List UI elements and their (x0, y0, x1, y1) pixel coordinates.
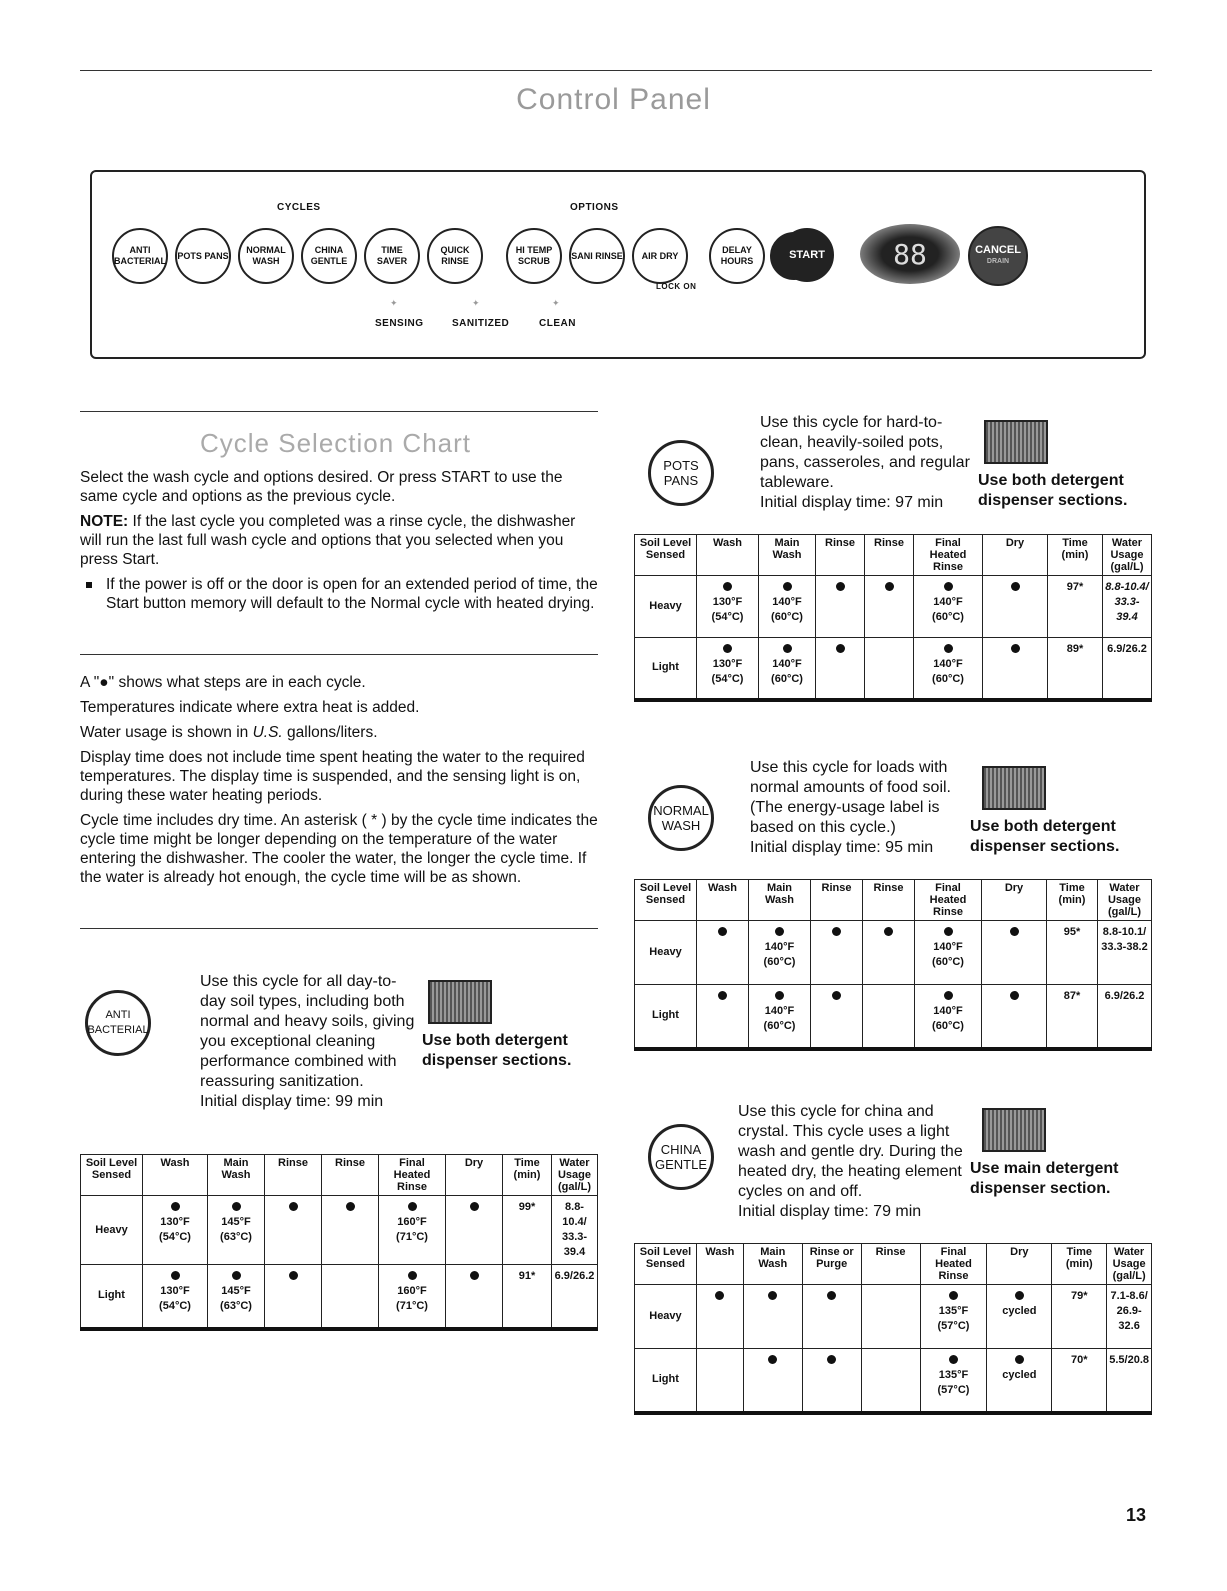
temp: 140°F (60°C) (932, 658, 964, 685)
table-row (635, 576, 1152, 638)
rinse1-header: Rinse (816, 535, 865, 576)
step-dot-icon (884, 927, 893, 936)
main-wash-header: Main Wash (208, 1155, 265, 1196)
wash-cell (697, 576, 759, 638)
display-time-note: Display time does not include time spent heating the water to the required temperatures. The display time is suspended, and the sensing light is on, during these water heating periods. (80, 749, 585, 804)
step-dot-icon (836, 582, 845, 591)
step-dot-icon (232, 1271, 241, 1280)
legend-block (80, 673, 600, 893)
china-detergent-label: Use main detergent dispenser section. (970, 1160, 1119, 1197)
step-dot-icon (408, 1202, 417, 1211)
cancel-drain-button[interactable] (968, 226, 1028, 286)
wash-cell (697, 985, 749, 1049)
temp: 130°F (54°C) (159, 1216, 191, 1243)
time-cell: 89* (1048, 638, 1103, 700)
table-header-row (81, 1155, 598, 1196)
temp: 160°F (71°C) (396, 1216, 428, 1243)
step-dot-icon (723, 582, 732, 591)
water-cell: 8.8-10.4/ 33.3-39.4 (1103, 576, 1152, 638)
sensing-indicator: SENSING (375, 318, 424, 329)
main-wash-header: Main Wash (743, 1244, 802, 1285)
step-dot-icon (289, 1271, 298, 1280)
final-header: Final Heated Rinse (379, 1155, 446, 1196)
dry-cell (446, 1265, 503, 1329)
temp: 145°F (63°C) (220, 1285, 252, 1312)
china-gentle-button[interactable]: CHINA GENTLE (301, 228, 357, 284)
step-dot-icon (1015, 1355, 1024, 1364)
normal-wash-button[interactable]: NORMAL WASH (238, 228, 294, 284)
note-text: If the last cycle you completed was a rinse cycle, the dishwasher will run the last full wash cycle and options that you selected when you press Start. (80, 513, 576, 568)
step-dot-icon (171, 1271, 180, 1280)
step-dot-icon (232, 1202, 241, 1211)
rinse-cell (863, 985, 915, 1049)
anti-desc-text: Use this cycle for all day-to-day soil types, including both normal and heavy soils, giving you exceptional cleaning performance combined with reassuring sanitization. (200, 973, 415, 1090)
level-cell: Heavy (635, 1285, 697, 1349)
table-row (635, 1285, 1152, 1349)
temp: 130°F (54°C) (711, 658, 744, 685)
time-cell: 99* (503, 1196, 552, 1265)
air-dry-button[interactable]: AIR DRY (632, 228, 688, 284)
soil-header: Soil Level Sensed (635, 1244, 697, 1285)
water-cell: 6.9/26.2 (552, 1265, 598, 1329)
wash-cell (696, 1349, 743, 1413)
cycles-label: CYCLES (277, 202, 321, 213)
dry-cell (982, 985, 1047, 1049)
temp: 145°F (63°C) (220, 1216, 252, 1243)
water-header: Water Usage (gal/L) (1107, 1244, 1152, 1285)
rinse-cell (861, 1349, 920, 1413)
step-dot-icon (470, 1271, 479, 1280)
temp: 140°F (60°C) (771, 658, 803, 685)
legend-water-us: U.S. (252, 724, 283, 741)
main-wash-header: Main Wash (759, 535, 816, 576)
time-cell: 97* (1048, 576, 1103, 638)
step-dot-icon (1010, 991, 1019, 1000)
china-gentle-description (738, 1102, 966, 1222)
pots-display-time: Initial display time: 97 min (760, 494, 944, 511)
final-cell (379, 1196, 446, 1265)
step-dot-icon (1015, 1291, 1024, 1300)
step-dot-icon (827, 1291, 836, 1300)
main-cell (208, 1265, 265, 1329)
rinse1-header: Rinse (811, 880, 863, 921)
step-dot-icon (715, 1291, 724, 1300)
level-cell: Light (81, 1265, 143, 1329)
level-cell: Heavy (81, 1196, 143, 1265)
clean-indicator: CLEAN (539, 318, 576, 329)
dry-cell (987, 1349, 1052, 1413)
dry-header: Dry (982, 880, 1047, 921)
level-cell: Light (635, 1349, 697, 1413)
level-cell: Heavy (635, 921, 697, 985)
step-dot-icon (775, 927, 784, 936)
dry-cell (987, 1285, 1052, 1349)
note-label: NOTE: (80, 513, 129, 530)
temp: 140°F (60°C) (932, 596, 964, 623)
china-detergent-dispenser-icon (982, 1108, 1046, 1152)
time-saver-button[interactable]: TIME SAVER (364, 228, 420, 284)
rinse-purge-header: Rinse or Purge (802, 1244, 861, 1285)
temp: 130°F (54°C) (711, 596, 744, 623)
sanitized-indicator: SANITIZED (452, 318, 510, 329)
pots-desc-text: Use this cycle for hard-to-clean, heavily-soiled pots, pans, casseroles, and regular tableware. (760, 414, 970, 491)
drain-label: DRAIN (986, 258, 1010, 265)
legend-rule (80, 654, 598, 655)
step-dot-icon (949, 1355, 958, 1364)
table-row (635, 921, 1152, 985)
step-dot-icon (944, 582, 953, 591)
sensing-light-icon: ✦ (390, 298, 398, 308)
start-button[interactable]: START (780, 228, 834, 282)
water-header: Water Usage (gal/L) (1098, 880, 1152, 921)
legend-temps: Temperatures indicate where extra heat is added. (80, 699, 420, 716)
temp: 130°F (54°C) (159, 1285, 191, 1312)
legend-bottom-rule (80, 928, 598, 929)
temp: 160°F (71°C) (396, 1285, 428, 1312)
final-header: Final Heated Rinse (915, 880, 982, 921)
intro-block (80, 468, 600, 613)
anti-bacterial-button[interactable]: ANTI BACTERIAL (112, 228, 168, 284)
water-cell: 7.1-8.6/ 26.9-32.6 (1107, 1285, 1152, 1349)
bullet-square-icon (86, 582, 92, 588)
rinse-cell (811, 985, 863, 1049)
main-cell (759, 576, 816, 638)
final-cell (914, 576, 983, 638)
anti-detergent-label: Use both detergent dispenser sections. (422, 1032, 572, 1069)
pots-detergent-label: Use both detergent dispenser sections. (978, 472, 1128, 509)
wash-header: Wash (696, 1244, 743, 1285)
pots-detergent-dispenser-icon (984, 420, 1048, 464)
normal-detergent-label: Use both detergent dispenser sections. (970, 818, 1120, 855)
quick-rinse-button[interactable]: QUICK RINSE (427, 228, 483, 284)
water-cell: 8.8-10.4/ 33.3-39.4 (552, 1196, 598, 1265)
step-dot-icon (783, 582, 792, 591)
rinse2-header: Rinse (322, 1155, 379, 1196)
step-dot-icon (944, 991, 953, 1000)
delay-hours-button[interactable]: DELAY HOURS (709, 228, 765, 284)
main-cell (759, 638, 816, 700)
pots-pans-description (760, 413, 975, 513)
step-dot-icon (949, 1291, 958, 1300)
step-dot-icon (768, 1291, 777, 1300)
china-gentle-cycle-icon: CHINA GENTLE (648, 1124, 714, 1190)
time-header: Time (min) (1047, 880, 1098, 921)
step-dot-icon (885, 582, 894, 591)
wash-header: Wash (697, 880, 749, 921)
cancel-label: CANCEL (975, 244, 1021, 256)
time-cell: 79* (1052, 1285, 1107, 1349)
step-dot-icon (768, 1355, 777, 1364)
section-rule (80, 411, 598, 412)
step-dot-icon (827, 1355, 836, 1364)
normal-wash-description (750, 758, 965, 858)
step-dot-icon (944, 644, 953, 653)
rinse-cell (811, 921, 863, 985)
main-cell (208, 1196, 265, 1265)
wash-cell (697, 921, 749, 985)
temp: 140°F (60°C) (771, 596, 803, 623)
rinse-cell (322, 1196, 379, 1265)
final-cell (920, 1349, 987, 1413)
rinse-cell (865, 638, 914, 700)
time-cell: 91* (503, 1265, 552, 1329)
sani-rinse-button[interactable]: SANI RINSE (569, 228, 625, 284)
china-gentle-table (634, 1243, 1152, 1415)
water-header: Water Usage (gal/L) (552, 1155, 598, 1196)
rinse-cell (265, 1196, 322, 1265)
dry-header: Dry (987, 1244, 1052, 1285)
step-dot-icon (1011, 582, 1020, 591)
china-desc-text: Use this cycle for china and crystal. This cycle uses a light wash and gentle dry. During the heated dry, the heating element cycles on and off. (738, 1103, 963, 1200)
lock-on-label: LOCK ON (656, 282, 697, 291)
main-wash-header: Main Wash (749, 880, 811, 921)
step-dot-icon (832, 927, 841, 936)
water-cell: 6.9/26.2 (1098, 985, 1152, 1049)
step-dot-icon (836, 644, 845, 653)
step-dot-icon (718, 927, 727, 936)
normal-desc-text: Use this cycle for loads with normal amounts of food soil. (The energy-usage label is based on this cycle.) (750, 759, 951, 836)
time-header: Time (min) (1048, 535, 1103, 576)
cycle-time-display: 88 (860, 224, 960, 284)
cycle-time-note: Cycle time includes dry time. An asterisk ( * ) by the cycle time indicates the cycle time might be longer depending on the temperature of the water entering the dishwasher. The cooler the water, the longer the cycle time. If the water is already hot enough, the cycle time will be as shown. (80, 812, 598, 886)
anti-detergent-dispenser-icon (428, 980, 492, 1024)
table-header-row (635, 1244, 1152, 1285)
anti-bacterial-table (80, 1154, 598, 1331)
time-header: Time (min) (1052, 1244, 1107, 1285)
soil-header: Soil Level Sensed (635, 535, 697, 576)
final-cell (920, 1285, 987, 1349)
dry-cell (446, 1196, 503, 1265)
level-cell: Heavy (635, 576, 697, 638)
table-row (635, 1349, 1152, 1413)
step-dot-icon (1011, 644, 1020, 653)
step-dot-icon (723, 644, 732, 653)
final-cell (914, 638, 983, 700)
wash-cell (696, 1285, 743, 1349)
wash-cell (143, 1196, 208, 1265)
dry-header: Dry (446, 1155, 503, 1196)
top-rule (80, 70, 1152, 71)
step-dot-icon (171, 1202, 180, 1211)
table-row (81, 1196, 598, 1265)
sanitized-light-icon: ✦ (472, 298, 480, 308)
temp: 140°F (60°C) (932, 1005, 964, 1032)
time-cell: 95* (1047, 921, 1098, 985)
china-display-time: Initial display time: 79 min (738, 1203, 922, 1220)
temp: 140°F (60°C) (932, 941, 964, 968)
step-dot-icon (832, 991, 841, 1000)
step-dot-icon (470, 1202, 479, 1211)
normal-display-time: Initial display time: 95 min (750, 839, 934, 856)
step-dot-icon (783, 644, 792, 653)
time-header: Time (min) (503, 1155, 552, 1196)
main-cell (743, 1285, 802, 1349)
main-cell (743, 1349, 802, 1413)
table-header-row (635, 880, 1152, 921)
rinse-cell (816, 576, 865, 638)
step-dot-icon (346, 1202, 355, 1211)
rinse-cell (265, 1265, 322, 1329)
step-dot-icon (718, 991, 727, 1000)
note-paragraph (80, 512, 600, 569)
table-header-row (635, 535, 1152, 576)
main-cell (749, 985, 811, 1049)
intro-text: Select the wash cycle and options desired. Or press START to use the same cycle and options as the previous cycle. (80, 469, 563, 505)
pots-pans-table (634, 534, 1152, 702)
temp: 135°F (57°C) (937, 1369, 970, 1396)
rinse2-header: Rinse (863, 880, 915, 921)
level-cell: Light (635, 985, 697, 1049)
step-dot-icon (775, 991, 784, 1000)
dry-cell (983, 638, 1048, 700)
pots-pans-cycle-icon: POTS PANS (648, 440, 714, 506)
step-dot-icon (1010, 927, 1019, 936)
table-row (81, 1265, 598, 1329)
rinse-cell (816, 638, 865, 700)
rinse-cell (865, 576, 914, 638)
rinse1-header: Rinse (265, 1155, 322, 1196)
dry-cell (983, 576, 1048, 638)
wash-header: Wash (143, 1155, 208, 1196)
options-label: OPTIONS (570, 202, 619, 213)
page-title: Control Panel (516, 83, 711, 116)
rinse-cell (802, 1349, 861, 1413)
step-dot-icon (289, 1202, 298, 1211)
dry-header: Dry (983, 535, 1048, 576)
water-cell: 6.9/26.2 (1103, 638, 1152, 700)
final-cell (915, 985, 982, 1049)
anti-bacterial-description (200, 972, 420, 1112)
pots-pans-button[interactable]: POTS PANS (175, 228, 231, 284)
temp: 140°F (60°C) (763, 941, 796, 968)
normal-wash-cycle-icon: NORMAL WASH (648, 785, 714, 851)
wash-header: Wash (697, 535, 759, 576)
dry-cell (982, 921, 1047, 985)
anti-bacterial-cycle-icon: ANTI BACTERIAL (85, 990, 151, 1056)
main-cell (749, 921, 811, 985)
soil-header: Soil Level Sensed (81, 1155, 143, 1196)
step-dot-icon (408, 1271, 417, 1280)
legend-water (80, 723, 600, 742)
table-row (635, 638, 1152, 700)
final-cell (915, 921, 982, 985)
rinse-cell (802, 1285, 861, 1349)
normal-detergent-dispenser-icon (982, 766, 1046, 810)
wash-cell (143, 1265, 208, 1329)
hi-temp-scrub-button[interactable]: HI TEMP SCRUB (506, 228, 562, 284)
final-header: Final Heated Rinse (920, 1244, 987, 1285)
soil-header: Soil Level Sensed (635, 880, 697, 921)
final-cell (379, 1265, 446, 1329)
temp: 140°F (60°C) (763, 1005, 796, 1032)
time-cell: 70* (1052, 1349, 1107, 1413)
legend-dot: A "●" shows what steps are in each cycle. (80, 674, 366, 691)
dry-note: cycled (1002, 1305, 1037, 1317)
anti-display-time: Initial display time: 99 min (200, 1093, 384, 1110)
bullet-item (80, 575, 600, 613)
page-number: 13 (1126, 1505, 1147, 1525)
water-header: Water Usage (gal/L) (1103, 535, 1152, 576)
table-row (635, 985, 1152, 1049)
legend-water-post: gallons/liters. (282, 724, 378, 741)
section-title: Cycle Selection Chart (200, 428, 471, 458)
bullet-text: If the power is off or the door is open for an extended period of time, the Start button memory will default to the Normal cycle with heated drying. (106, 576, 598, 612)
rinse2-header: Rinse (865, 535, 914, 576)
normal-wash-table (634, 879, 1152, 1051)
rinse-cell (861, 1285, 920, 1349)
wash-cell (697, 638, 759, 700)
level-cell: Light (635, 638, 697, 700)
clean-light-icon: ✦ (552, 298, 560, 308)
rinse2-header: Rinse (861, 1244, 920, 1285)
step-dot-icon (944, 927, 953, 936)
rinse-cell (322, 1265, 379, 1329)
rinse-cell (863, 921, 915, 985)
water-cell: 8.8-10.1/ 33.3-38.2 (1098, 921, 1152, 985)
time-cell: 87* (1047, 985, 1098, 1049)
dry-note: cycled (1002, 1369, 1037, 1381)
water-cell: 5.5/20.8 (1107, 1349, 1152, 1413)
final-header: Final Heated Rinse (914, 535, 983, 576)
temp: 135°F (57°C) (937, 1305, 970, 1332)
legend-water-pre: Water usage is shown in (80, 724, 253, 741)
